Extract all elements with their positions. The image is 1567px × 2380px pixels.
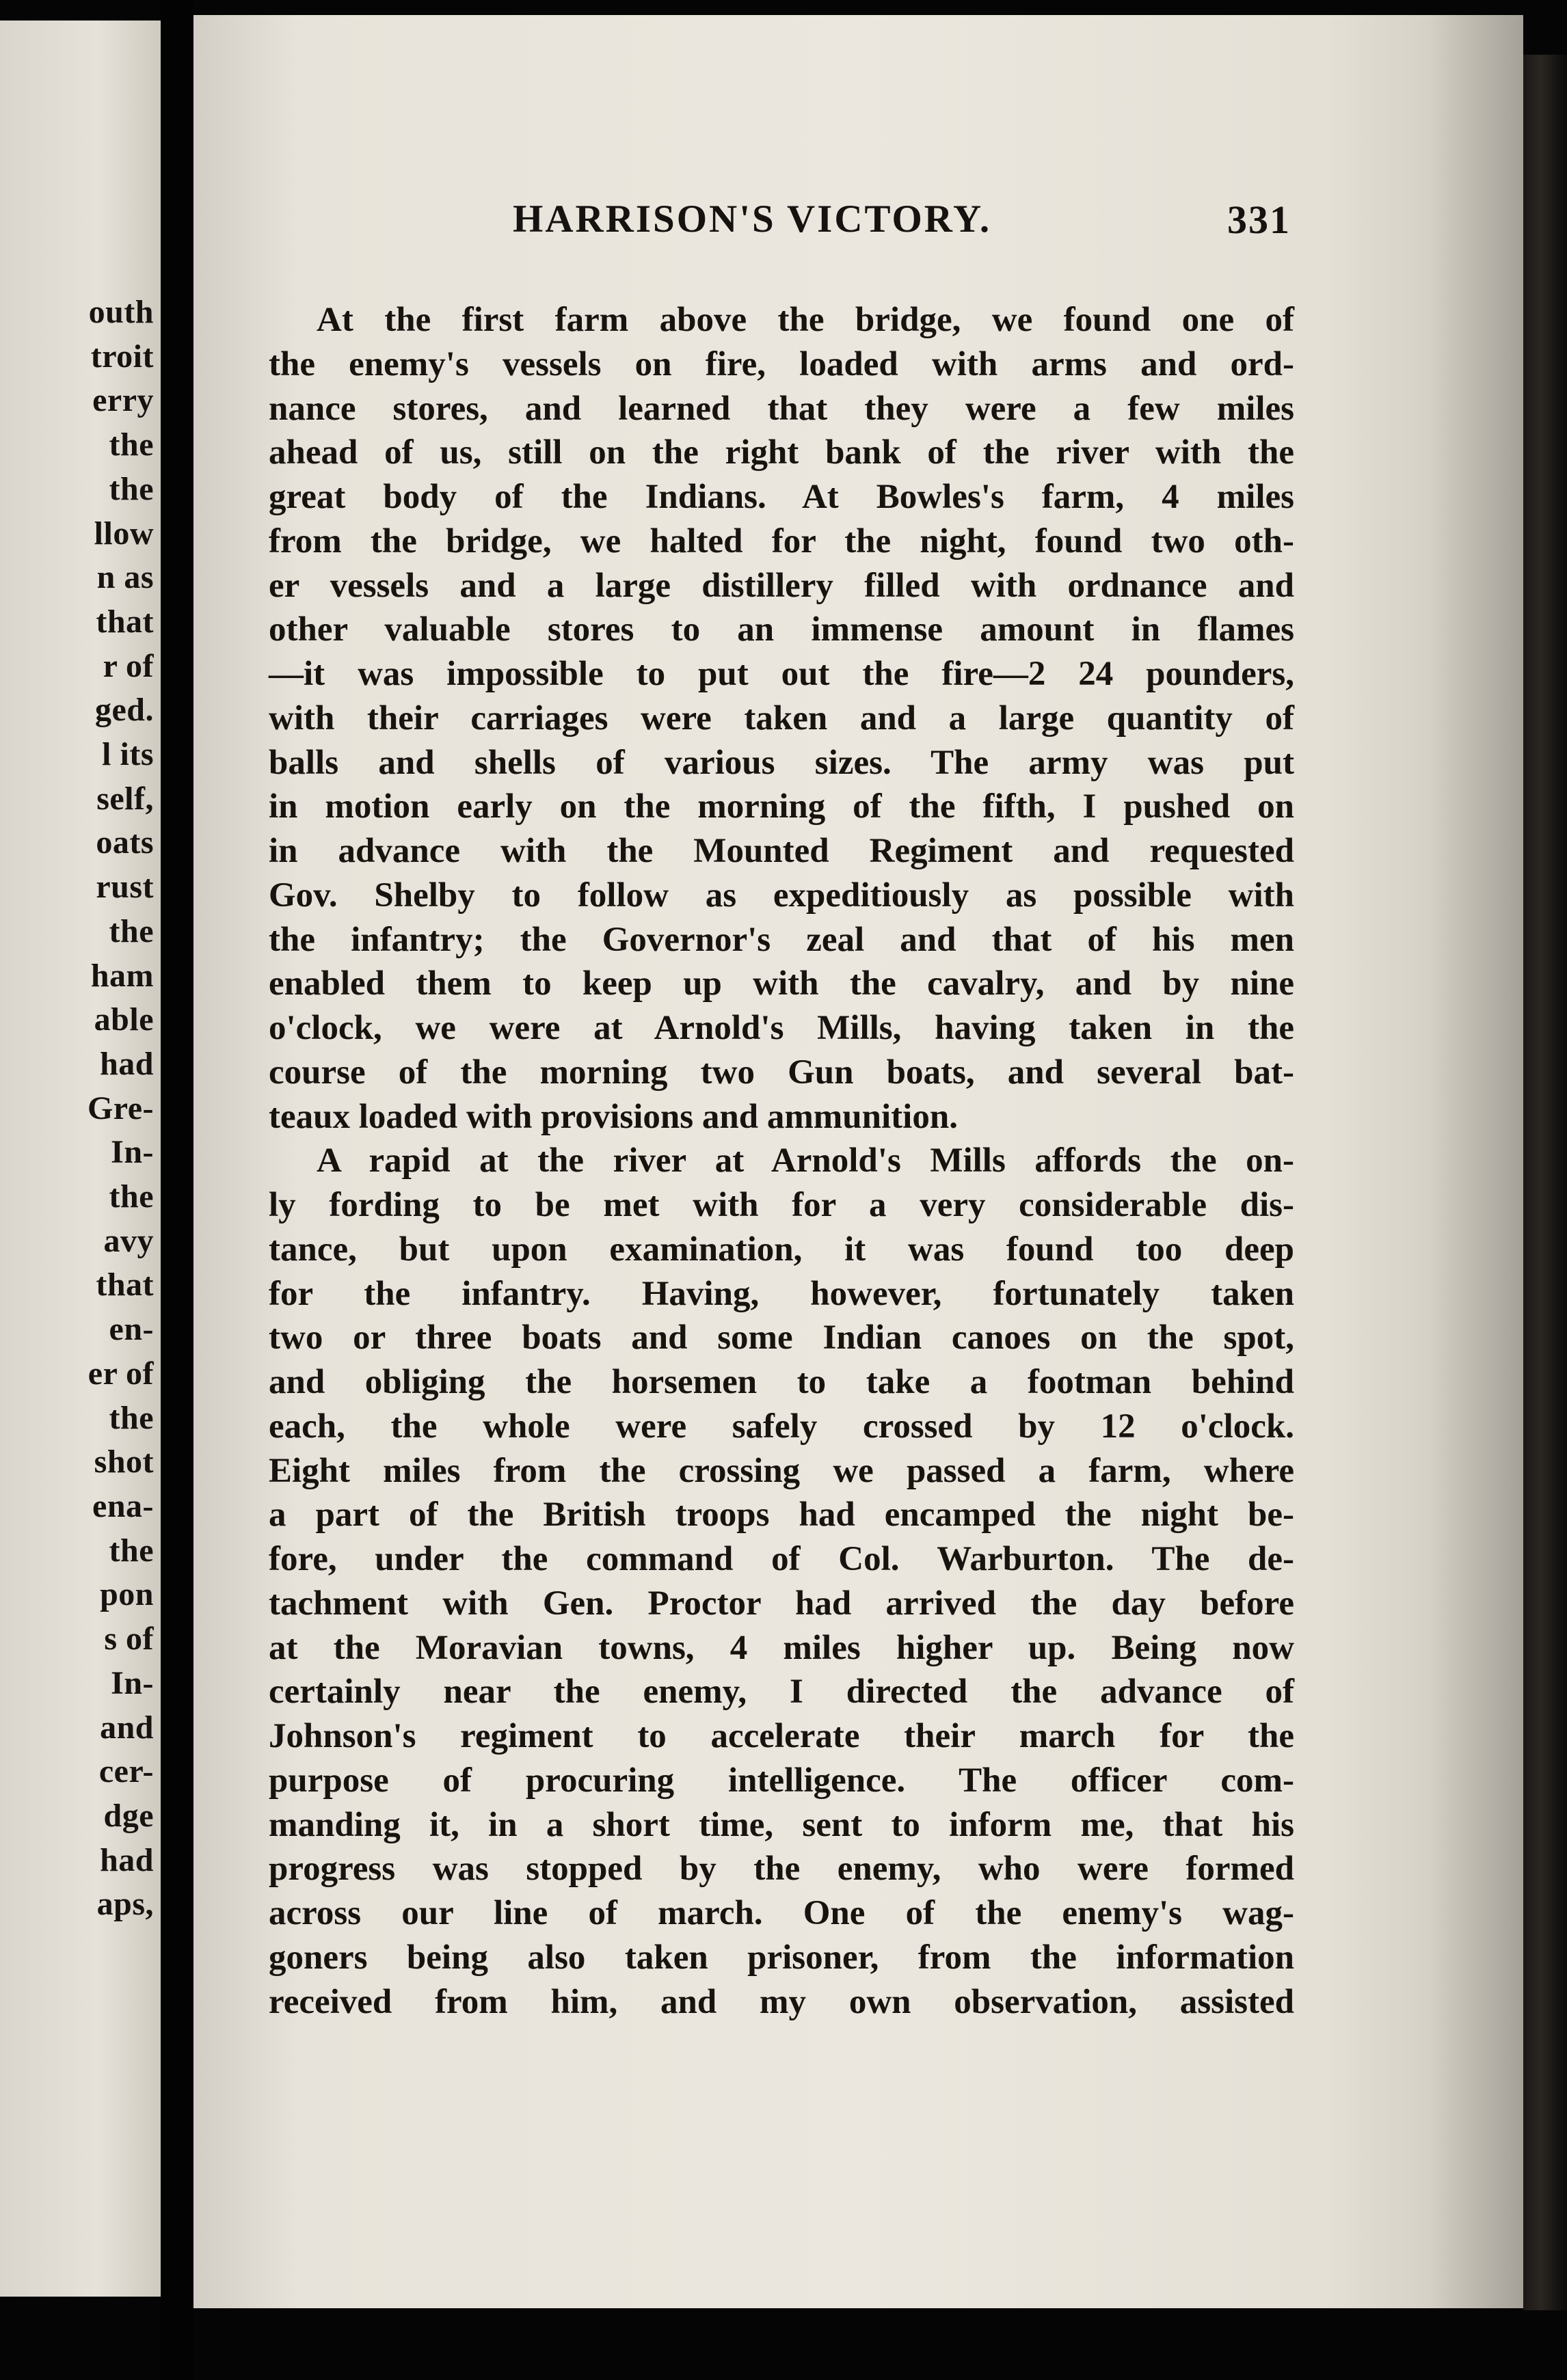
page-number: 331 [1227, 198, 1291, 242]
text-line: other valuable stores to an immense amount in flames [269, 610, 1294, 649]
text-line: er vessels and a large distillery filled with ordnance and [269, 566, 1294, 605]
left-line: s of [104, 1621, 154, 1658]
left-line: outh [88, 294, 154, 330]
text-line: goners being also taken prisoner, from the information [269, 1938, 1294, 1977]
text-line: across our line of march. One of the enemy's wag- [269, 1894, 1294, 1932]
left-line: and [100, 1709, 154, 1746]
left-line: ged. [95, 692, 154, 729]
text-line: ahead of us, still on the right bank of the river with the [269, 433, 1294, 472]
text-line: A rapid at the river at Arnold's Mills affords the on- [317, 1141, 1294, 1180]
left-line: the [109, 1178, 154, 1215]
book-gutter [161, 0, 193, 2380]
text-line: great body of the Indians. At Bowles's farm, 4 miles [269, 478, 1294, 516]
text-line: with their carriages were taken and a large quantity of [269, 699, 1294, 738]
left-line: able [94, 1001, 154, 1038]
left-line: had [100, 1045, 154, 1082]
text-line: balls and shells of various sizes. The army was put [269, 743, 1294, 782]
left-line: oats [96, 824, 154, 861]
text-line: from the bridge, we halted for the night, found two oth- [269, 522, 1294, 560]
text-line: Gov. Shelby to follow as expeditiously as possible with [269, 876, 1294, 915]
text-line: ly fording to be met with for a very considerable dis- [269, 1186, 1294, 1224]
left-line: Gre- [87, 1090, 154, 1126]
text-line: certainly near the enemy, I directed the advance of [269, 1673, 1294, 1712]
left-line: aps, [96, 1886, 154, 1923]
text-line: Johnson's regiment to accelerate their march for the [269, 1717, 1294, 1755]
text-line: —it was impossible to put out the fire—2 24 pounders, [269, 655, 1294, 693]
left-line: In- [111, 1664, 154, 1701]
left-line: cer- [98, 1753, 154, 1790]
left-line: that [96, 1267, 154, 1303]
text-line: tachment with Gen. Proctor had arrived the day before [269, 1584, 1294, 1623]
text-line: course of the morning two Gun boats, and several bat- [269, 1053, 1294, 1092]
text-line: in advance with the Mounted Regiment and requested [269, 832, 1294, 870]
left-line: ena- [92, 1487, 154, 1524]
left-line: the [109, 912, 154, 949]
text-line: progress was stopped by the enemy, who were formed [269, 1850, 1294, 1889]
left-line: en- [109, 1311, 154, 1348]
text-line: At the first farm above the bridge, we found one of [317, 301, 1294, 339]
text-line: manding it, in a short time, sent to inform me, that his [269, 1805, 1294, 1844]
left-line: troit [90, 338, 154, 375]
left-line: that [96, 603, 154, 640]
text-line: and obliging the horsemen to take a footman behind [269, 1363, 1294, 1401]
page-body-text [269, 298, 1294, 2024]
left-line: llow [94, 515, 154, 552]
left-line: the [109, 427, 154, 463]
text-line: purpose of procuring intelligence. The officer com- [269, 1761, 1294, 1800]
left-line: er of [88, 1355, 154, 1392]
text-line: the infantry; the Governor's zeal and that of his men [269, 920, 1294, 959]
page-edge-shadow [1523, 55, 1567, 2310]
left-line: shot [94, 1444, 154, 1480]
text-line: fore, under the command of Col. Warburton. The de- [269, 1540, 1294, 1578]
left-page-line-fragments [88, 290, 154, 1927]
text-line: tance, but upon examination, it was found too deep [269, 1230, 1294, 1269]
text-line: nance stores, and learned that they were a few miles [269, 389, 1294, 428]
left-line: l its [102, 736, 154, 773]
left-line: had [100, 1841, 154, 1878]
text-line: each, the whole were safely crossed by 12 o'clock. [269, 1407, 1294, 1446]
text-line: Eight miles from the crossing we passed a farm, where [269, 1451, 1294, 1490]
left-line: erry [92, 382, 154, 419]
left-line: In- [111, 1134, 154, 1171]
left-line: the [109, 470, 154, 507]
left-page-fragment [0, 21, 161, 2297]
text-line: o'clock, we were at Arnold's Mills, having taken in the [269, 1009, 1294, 1047]
left-line: n as [96, 559, 154, 596]
page-header [308, 197, 1320, 252]
left-line: dge [103, 1797, 154, 1834]
left-line: pon [100, 1576, 154, 1613]
text-line: the enemy's vessels on fire, loaded with arms and ord- [269, 344, 1294, 383]
left-line: the [109, 1532, 154, 1569]
text-line: in motion early on the morning of the fifth, I pushed on [269, 787, 1294, 826]
running-head: HARRISON'S VICTORY. [513, 198, 992, 241]
text-line: received from him, and my own observation, assisted [269, 1982, 1294, 2021]
left-line: ham [90, 957, 154, 994]
text-line: at the Moravian towns, 4 miles higher up. Being now [269, 1628, 1294, 1667]
text-line: enabled them to keep up with the cavalry, and by nine [269, 964, 1294, 1003]
text-line: a part of the British troops had encamped the night be- [269, 1496, 1294, 1534]
left-line: the [109, 1399, 154, 1436]
left-line: rust [96, 869, 154, 906]
left-line: self, [96, 780, 154, 817]
text-line: teaux loaded with provisions and ammunition. [269, 1097, 958, 1136]
text-line: for the infantry. Having, however, fortunately taken [269, 1274, 1294, 1313]
text-line: two or three boats and some Indian canoes on the spot, [269, 1319, 1294, 1357]
left-line: r of [103, 647, 154, 684]
left-line: avy [103, 1222, 154, 1259]
